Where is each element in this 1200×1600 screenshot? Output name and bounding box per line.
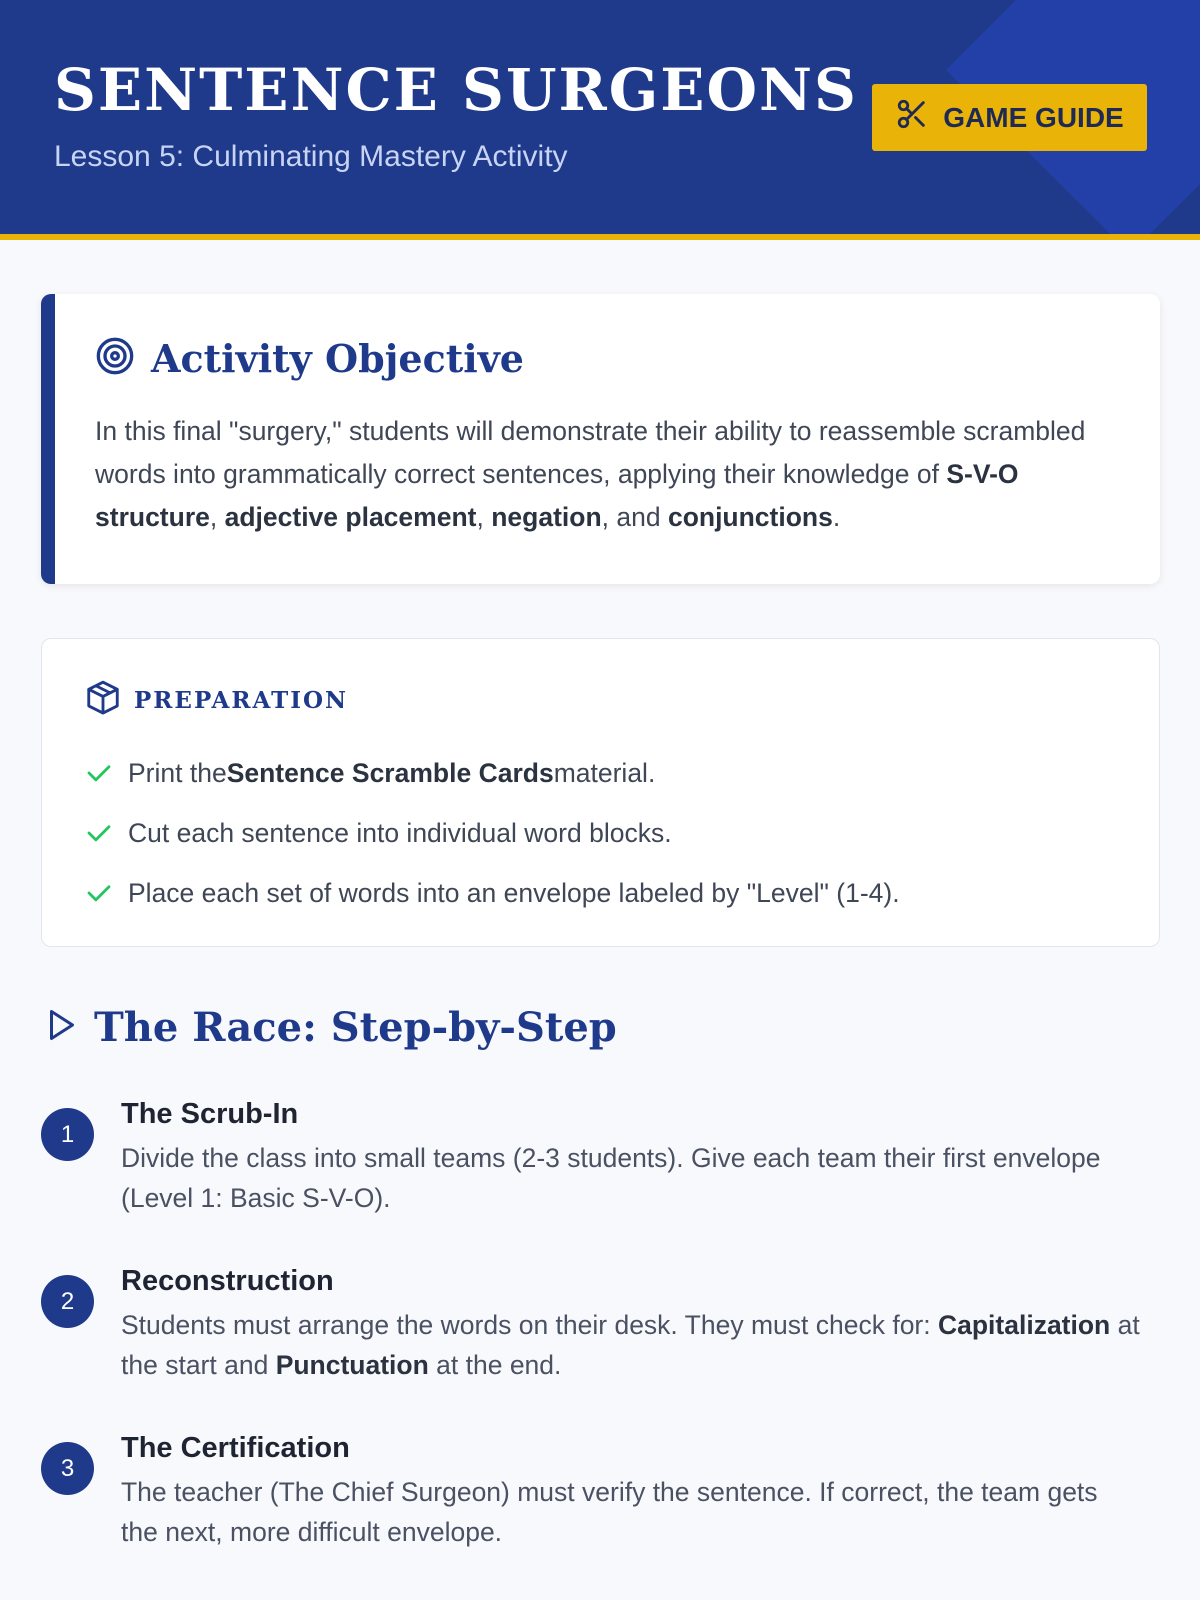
term-adjective: adjective placement bbox=[224, 502, 477, 532]
step-number: 1 bbox=[41, 1108, 94, 1161]
list-item bbox=[84, 803, 900, 863]
step-title: Reconstruction bbox=[121, 1265, 334, 1297]
scissors-icon bbox=[895, 97, 929, 138]
term-negation: negation bbox=[491, 502, 602, 532]
page-header bbox=[0, 0, 1200, 240]
page-title: SENTENCE SURGEONS bbox=[54, 56, 858, 124]
step-text: Divide the class into small teams (2-3 students). Give each team their first envelope (Level 1: Basic S-V-O). bbox=[121, 1143, 1101, 1213]
step-text: Students must arrange the words on their desk. They must check for: Capitalization at the start and Punctuation at the end. bbox=[121, 1310, 1140, 1380]
term-capitalization: Capitalization bbox=[937, 1310, 1111, 1340]
step-title: The Scrub-In bbox=[121, 1098, 299, 1130]
step-text: The teacher (The Chief Surgeon) must verify the sentence. If correct, the team gets the next, more difficult envelope. bbox=[121, 1477, 1098, 1547]
preparation-card bbox=[41, 638, 1160, 947]
target-icon bbox=[95, 336, 135, 381]
list-item-text: Print theSentence Scramble Cardsmaterial. bbox=[128, 757, 656, 788]
play-icon bbox=[44, 1005, 80, 1050]
list-item-text: Cut each sentence into individual word blocks. bbox=[128, 817, 672, 848]
race-section-header bbox=[44, 1004, 617, 1051]
step-number: 2 bbox=[41, 1275, 94, 1328]
preparation-list bbox=[84, 743, 900, 923]
list-item bbox=[84, 863, 900, 923]
check-icon bbox=[84, 878, 128, 908]
objective-title: Activity Objective bbox=[151, 336, 524, 381]
box-icon bbox=[84, 679, 122, 722]
preparation-title: PREPARATION bbox=[134, 687, 349, 714]
preparation-header bbox=[84, 679, 348, 722]
term-punctuation: Punctuation bbox=[275, 1350, 429, 1380]
term-conjunctions: conjunctions bbox=[667, 502, 833, 532]
game-guide-label: GAME GUIDE bbox=[943, 101, 1124, 133]
list-item-text: Place each set of words into an envelope labeled by "Level" (1-4). bbox=[128, 877, 900, 908]
step-number: 3 bbox=[41, 1442, 94, 1495]
objective-text: In this final "surgery," students will demonstrate their ability to reassemble scrambled words into grammatically correct sentences, applying their knowledge of S-V-O structure, adjective placement, negation, and conjunctions. bbox=[95, 416, 1086, 532]
check-icon bbox=[84, 758, 128, 788]
list-item bbox=[84, 743, 900, 803]
page-subtitle: Lesson 5: Culminating Mastery Activity bbox=[54, 140, 568, 173]
check-icon bbox=[84, 818, 128, 848]
objective-header bbox=[95, 336, 524, 381]
step-title: The Certification bbox=[121, 1432, 350, 1464]
game-guide-button[interactable] bbox=[872, 84, 1147, 151]
objective-card bbox=[41, 294, 1160, 584]
race-title: The Race: Step-by-Step bbox=[94, 1004, 617, 1051]
term-svo: S-V-O structure bbox=[95, 459, 1019, 532]
